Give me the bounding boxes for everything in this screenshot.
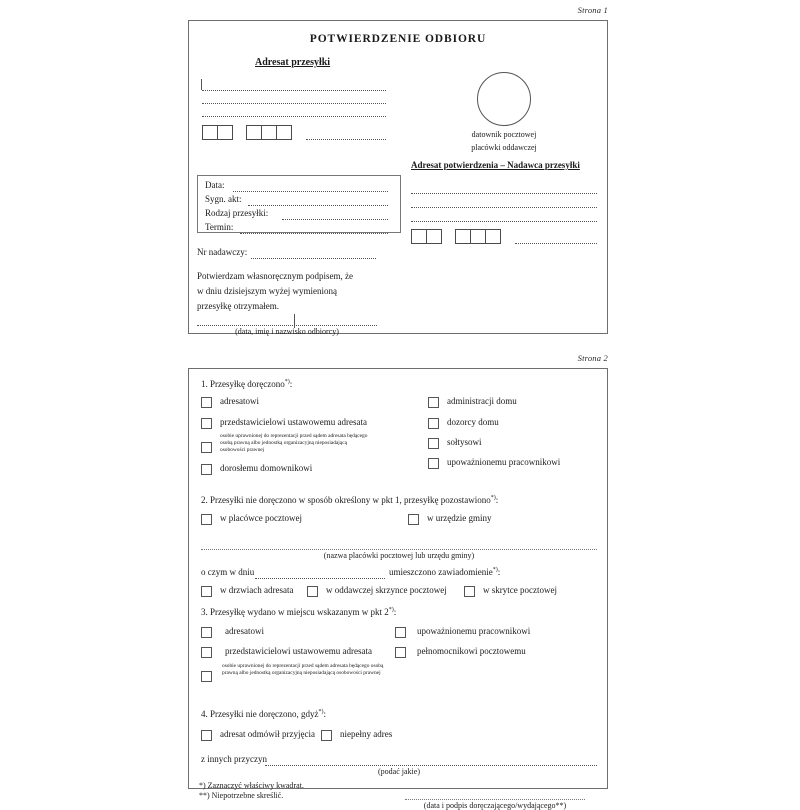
section-4-heading-text: 4. Przesyłki nie doręczono, gdyż: [201, 709, 319, 719]
postal-cell[interactable]: [485, 229, 501, 244]
section-3-heading-marker: *): [388, 607, 394, 613]
sender-city-line[interactable]: [515, 243, 597, 244]
addressee-heading: Adresat przesyłki: [255, 57, 331, 68]
sender-postal-code-group-b[interactable]: [455, 229, 501, 244]
postmark-circle: [477, 72, 531, 126]
deliverer-signature-caption: (data i podpis doręczającego/wydającego**): [423, 801, 567, 810]
declaration-line-3: przesyłkę otrzymałem.: [197, 301, 279, 311]
deadline-label: Termin:: [205, 222, 234, 232]
label-s2-placowka-pocztowa: w placówce pocztowej: [220, 513, 302, 523]
label-s3-przedstawicielowi: przedstawicielowi ustawowemu adresata: [225, 646, 372, 656]
addressee-postal-code-group-b[interactable]: [246, 125, 292, 140]
checkbox-s1-upowaznionemu-pracownikowi[interactable]: [428, 458, 439, 469]
section-2-heading-text: 2. Przesyłki nie doręczono w sposób określony w pkt 1, przesyłkę pozostawiono: [201, 495, 491, 505]
postmark-caption-line-2: placówki oddawczej: [471, 143, 537, 152]
postal-cell[interactable]: [276, 125, 292, 140]
deadline-value-line[interactable]: [240, 233, 388, 234]
other-reason-line[interactable]: [265, 765, 597, 766]
checkbox-s2-placowka-pocztowa[interactable]: [201, 514, 212, 525]
address-line-1[interactable]: [202, 90, 386, 91]
date-label: Data:: [205, 180, 225, 190]
sender-number-label: Nr nadawczy:: [197, 247, 248, 257]
label-s1-administracji-domu: administracji domu: [447, 396, 517, 406]
label-s1-osobie-uprawnionej: osobie uprawnionej do reprezentacji przed sądem adresata będącego osobą prawną albo jednostką organizacyjną nieposiadającą osobowości prawnej: [220, 433, 368, 454]
other-reason-label: z innych przyczyn: [201, 754, 267, 764]
section-2-heading-suffix: :: [495, 495, 499, 505]
label-s1-przedstawicielowi: przedstawicielowi ustawowemu adresata: [220, 417, 367, 427]
sender-line-2[interactable]: [411, 207, 597, 208]
section-2-heading-marker: *): [490, 495, 496, 501]
postmark-caption-line-1: datownik pocztowej: [471, 130, 537, 139]
place-name-line[interactable]: [201, 549, 597, 550]
form-page-1: [188, 20, 608, 334]
label-s4-odmowil-przyjecia: adresat odmówił przyjęcia: [220, 729, 315, 739]
checkbox-s1-dozorcy-domu[interactable]: [428, 418, 439, 429]
confirmation-addressee-heading: Adresat potwierdzenia – Nadawca przesyłki: [411, 160, 580, 170]
checkbox-s4-niepelny-adres[interactable]: [321, 730, 332, 741]
address-line-3[interactable]: [202, 116, 386, 117]
checkbox-s2-w-drzwiach-adresata[interactable]: [201, 586, 212, 597]
label-s1-adresatowi: adresatowi: [220, 396, 259, 406]
checkbox-s1-soltysowi[interactable]: [428, 438, 439, 449]
section-1-heading-marker: *): [284, 379, 290, 385]
postal-cell[interactable]: [217, 125, 233, 140]
addressee-postal-code-group-a[interactable]: [202, 125, 233, 140]
recipient-signature-line[interactable]: [197, 325, 377, 326]
form-page-2: [188, 368, 608, 810]
checkbox-s3-osobie-uprawnionej[interactable]: [201, 671, 212, 682]
postal-cell[interactable]: [426, 229, 442, 244]
checkbox-s2-skrytka-pocztowa[interactable]: [464, 586, 475, 597]
checkbox-s1-doroslemu-domownikowi[interactable]: [201, 464, 212, 475]
checkbox-s3-adresatowi[interactable]: [201, 627, 212, 638]
section-2-heading: [201, 495, 498, 505]
checkbox-s1-adresatowi[interactable]: [201, 397, 212, 408]
label-s3-pelnomocnikowi-pocztowemu: pełnomocnikowi pocztowemu: [417, 646, 526, 656]
notice-date-prefix: o czym w dniu: [201, 567, 255, 577]
label-s2-oddawcza-skrzynka: w oddawczej skrzynce pocztowej: [326, 585, 447, 595]
label-s2-w-drzwiach-adresata: w drzwiach adresata: [220, 585, 294, 595]
addressee-city-line[interactable]: [306, 139, 386, 140]
label-s1-soltysowi: sołtysowi: [447, 437, 482, 447]
checkbox-s3-przedstawicielowi[interactable]: [201, 647, 212, 658]
postal-cell[interactable]: [246, 125, 262, 140]
label-s3-osobie-uprawnionej: osobie uprawnionej do reprezentacji przed sądem adresata będącego osobą prawną albo jednostką organizacyjną nieposiadającą osobowości prawnej: [222, 663, 384, 677]
section-4-heading: [201, 709, 326, 719]
label-s2-urzad-gminy: w urzędzie gminy: [427, 513, 492, 523]
notice-suffix: [389, 567, 500, 577]
checkbox-s3-upowaznionemu-pracownikowi[interactable]: [395, 627, 406, 638]
label-s3-upowaznionemu-pracownikowi: upoważnionemu pracownikowi: [417, 626, 531, 636]
footnote-2: **) Niepotrzebne skreślić.: [199, 791, 284, 800]
label-s1-doroslemu-domownikowi: dorosłemu domownikowi: [220, 463, 313, 473]
sender-line-1[interactable]: [411, 193, 597, 194]
notice-suffix-marker: *): [492, 567, 498, 573]
postal-cell[interactable]: [470, 229, 486, 244]
postal-cell[interactable]: [261, 125, 277, 140]
declaration-line-1: Potwierdzam własnoręcznym podpisem, że: [197, 271, 353, 281]
label-s2-skrytka-pocztowa: w skrytce pocztowej: [483, 585, 557, 595]
place-name-caption: (nazwa placówki pocztowej lub urzędu gminy): [323, 551, 475, 560]
checkbox-s1-przedstawicielowi[interactable]: [201, 418, 212, 429]
checkbox-s1-administracji-domu[interactable]: [428, 397, 439, 408]
section-1-heading: [201, 379, 292, 389]
checkbox-s2-urzad-gminy[interactable]: [408, 514, 419, 525]
page-title: POTWIERDZENIE ODBIORU: [309, 33, 487, 45]
checkbox-s2-oddawcza-skrzynka[interactable]: [307, 586, 318, 597]
sender-number-value-line[interactable]: [251, 258, 376, 259]
section-4-heading-suffix: :: [323, 709, 326, 719]
label-s3-adresatowi: adresatowi: [225, 626, 264, 636]
postal-cell[interactable]: [411, 229, 427, 244]
postal-cell[interactable]: [202, 125, 218, 140]
notice-suffix-end: :: [497, 567, 501, 577]
checkbox-s3-pelnomocnikowi-pocztowemu[interactable]: [395, 647, 406, 658]
section-4-heading-marker: *): [318, 709, 324, 715]
sender-postal-code-group-a[interactable]: [411, 229, 442, 244]
address-caret-mark: [201, 79, 202, 90]
notice-suffix-text: umieszczono zawiadomienie: [389, 567, 493, 577]
shipment-type-value-line[interactable]: [282, 219, 388, 220]
label-s1-dozorcy-domu: dozorcy domu: [447, 417, 499, 427]
sender-line-3[interactable]: [411, 221, 597, 222]
checkbox-s4-odmowil-przyjecia[interactable]: [201, 730, 212, 741]
shipment-type-label: Rodzaj przesyłki:: [205, 208, 269, 218]
footnote-1: *) Zaznaczyć właściwy kwadrat.: [199, 781, 304, 790]
declaration-line-2: w dniu dzisiejszym wyżej wymienioną: [197, 286, 337, 296]
section-3-heading-suffix: :: [393, 607, 397, 617]
other-reason-caption: (podać jakie): [378, 767, 420, 776]
recipient-signature-caption: (data, imię i nazwisko odbiorcy): [235, 327, 339, 336]
section-1-heading-text: 1. Przesyłkę doręczono: [201, 379, 285, 389]
date-value-line[interactable]: [233, 191, 388, 192]
label-s4-niepelny-adres: niepełny adres: [340, 729, 393, 739]
address-line-2[interactable]: [202, 103, 386, 104]
page-1-label: Strona 1: [577, 5, 608, 15]
section-3-heading-text: 3. Przesyłkę wydano w miejscu wskazanym w pkt 2: [201, 607, 389, 617]
postal-cell[interactable]: [455, 229, 471, 244]
label-s1-upowaznionemu-pracownikowi: upoważnionemu pracownikowi: [447, 457, 561, 467]
checkbox-s1-osobie-uprawnionej[interactable]: [201, 442, 212, 453]
case-number-value-line[interactable]: [248, 205, 388, 206]
section-1-heading-suffix: :: [289, 379, 293, 389]
section-3-heading: [201, 607, 396, 617]
notice-date-line[interactable]: [255, 578, 385, 579]
case-number-label: Sygn. akt:: [205, 194, 242, 204]
page-2-label: Strona 2: [577, 353, 608, 363]
